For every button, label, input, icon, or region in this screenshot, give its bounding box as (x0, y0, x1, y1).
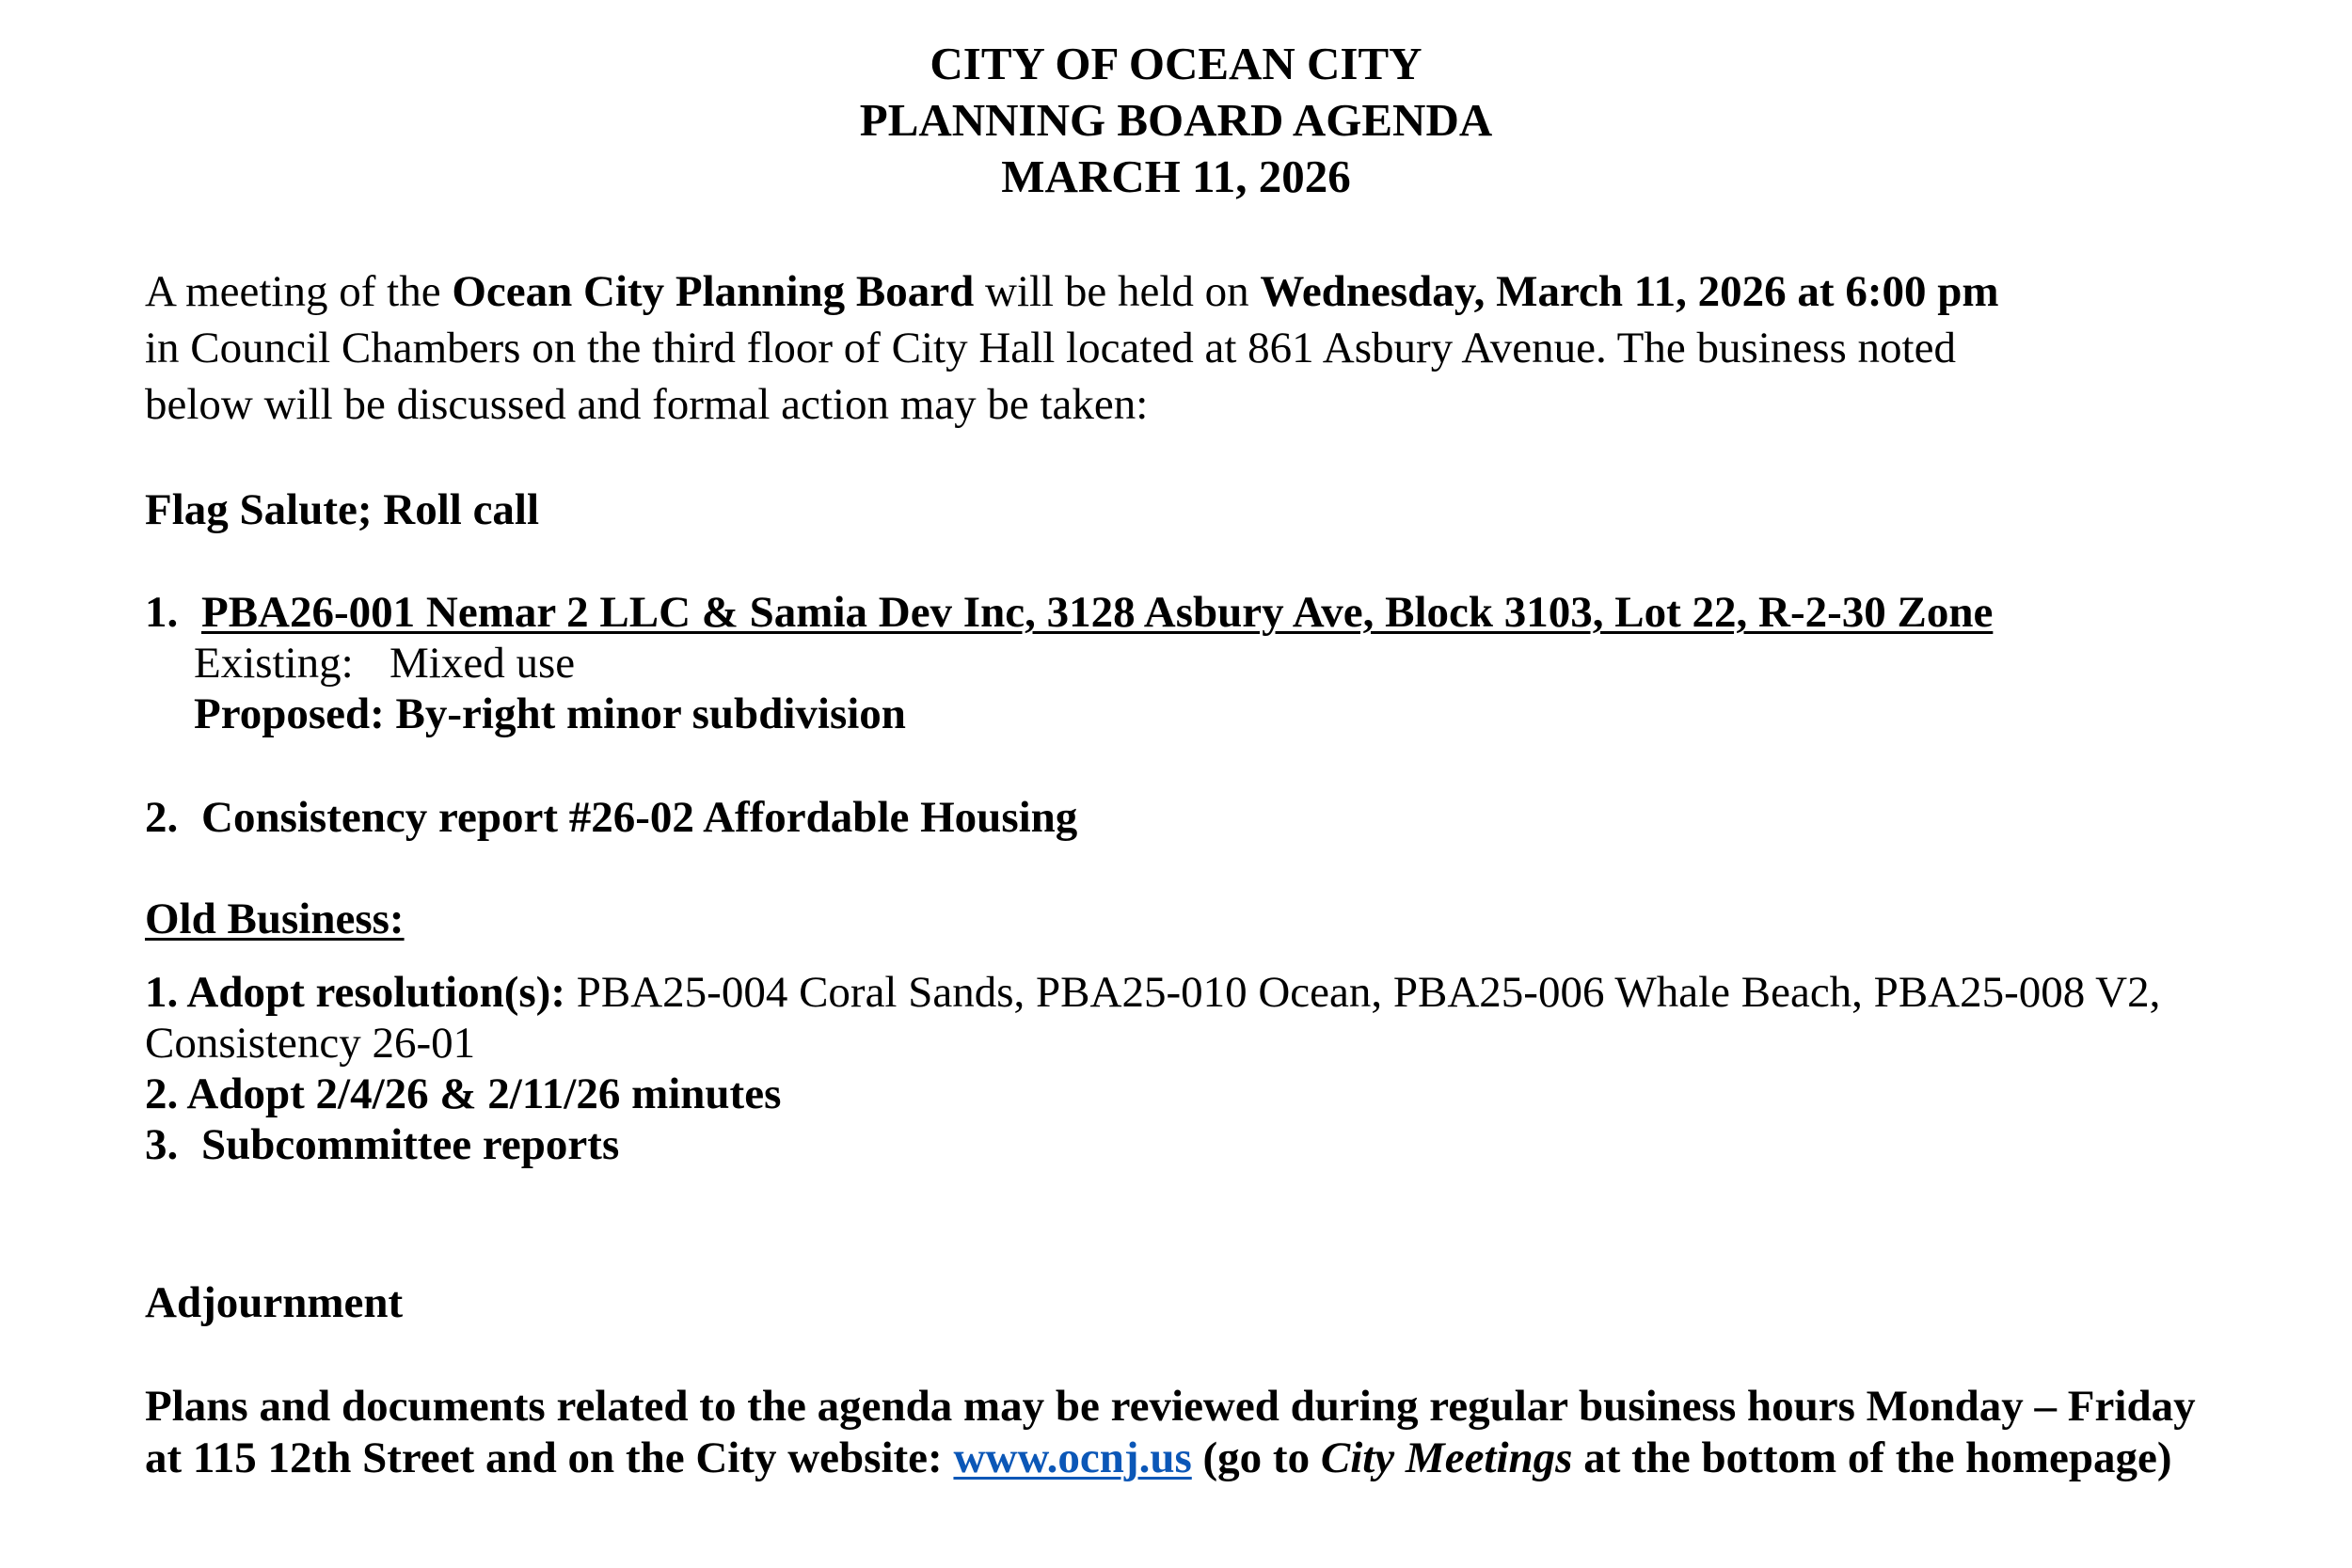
city-meetings-text: City Meetings (1320, 1433, 1573, 1482)
agenda-item-1-title: PBA26-001 Nemar 2 LLC & Samia Dev Inc, 3128 Asbury Ave, Block 3103, Lot 22, R-2-30 Zone (201, 588, 1994, 637)
footer-note (145, 1381, 2196, 1484)
header-title: PLANNING BOARD AGENDA (859, 94, 1493, 146)
agenda-item-2 (145, 789, 1077, 846)
old-business-item-1 (145, 967, 2160, 1018)
city-website-link[interactable]: www.ocnj.us (953, 1433, 1192, 1482)
intro-line-1 (145, 263, 1999, 320)
old-business-item-1-text: PBA25-004 Coral Sands, PBA25-010 Ocean, PBA25-006 Whale Beach, PBA25-008 V2, (564, 968, 2161, 1017)
old-business-item-3-text: Subcommittee reports (201, 1120, 620, 1169)
item-number: 3. (145, 1120, 179, 1169)
footer-line-2 (145, 1433, 2196, 1484)
opening-items: Flag Salute; Roll call (145, 485, 540, 534)
intro-text: will be held on (974, 267, 1261, 316)
old-business-item-1-cont: Consistency 26-01 (145, 1019, 476, 1068)
footer-text: at the bottom of the homepage) (1572, 1433, 2172, 1482)
agenda-header (0, 36, 2352, 205)
agenda-item-1 (145, 584, 1993, 742)
intro-paragraph (145, 263, 1999, 433)
agenda-item-1-title-line (145, 584, 1993, 641)
item-number: 2. (145, 793, 179, 842)
existing-value: Mixed use (389, 639, 576, 688)
existing-label: Existing: (194, 639, 354, 688)
old-business-heading: Old Business: (145, 895, 405, 943)
intro-text: A meeting of the (145, 267, 453, 316)
item-number: 1. (145, 588, 179, 637)
agenda-item-2-title: Consistency report #26-02 Affordable Housing (201, 793, 1078, 842)
adjournment: Adjournment (145, 1278, 404, 1327)
footer-text: at 115 12th Street and on the City website: (145, 1433, 954, 1482)
proposed-use: Proposed: By-right minor subdivision (194, 689, 906, 738)
intro-line-2: in Council Chambers on the third floor of City Hall located at 861 Asbury Avenue. The business noted (145, 324, 1956, 372)
old-business-list (145, 967, 2160, 1170)
header-city: CITY OF OCEAN CITY (930, 38, 1422, 89)
footer-text: (go to (1191, 1433, 1321, 1482)
old-business-item-2: 2. Adopt 2/4/26 & 2/11/26 minutes (145, 1069, 782, 1118)
board-name: Ocean City Planning Board (452, 267, 975, 316)
old-business-item-3 (145, 1119, 2160, 1170)
header-date: MARCH 11, 2026 (1001, 150, 1351, 202)
footer-line-1: Plans and documents related to the agenda may be reviewed during regular business hours Monday – Friday (145, 1382, 2196, 1431)
meeting-datetime: Wednesday, March 11, 2026 at 6:00 pm (1260, 267, 1999, 316)
intro-line-3: below will be discussed and formal action may be taken: (145, 380, 1149, 429)
existing-use (145, 635, 1993, 691)
old-business-item-1-label: 1. Adopt resolution(s): (145, 968, 565, 1017)
